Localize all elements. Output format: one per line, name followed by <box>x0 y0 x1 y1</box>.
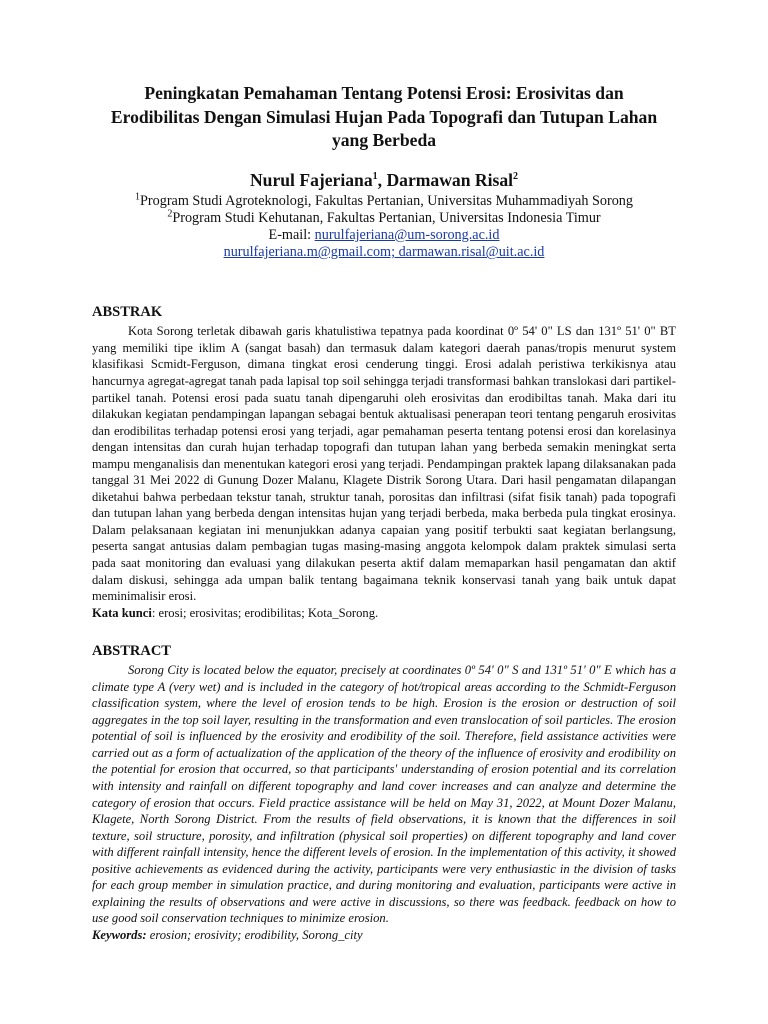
author-name: Darmawan Risal <box>386 169 514 190</box>
keywords-label: Keywords: <box>92 927 147 942</box>
paper-page <box>92 82 676 943</box>
keywords-label: Kata kunci <box>92 605 152 620</box>
abstrak-body: Kota Sorong terletak dibawah garis khatulistiwa tepatnya pada koordinat 0º 54' 0" LS dan 131º 51' 0" BT yang memiliki tipe iklim A (sangat basah) dan termasuk dalam kategori daerah panas/tropis menurut system klasifikasi Scmidt-Ferguson, dimana tingkat erosi cenderung tinggi. Erosi adalah peristiwa terkikisnya atau hancurnya agregat-agregat tanah pada lapisal top soil sehingga terjadi transformasi bahkan translokasi dari partikel-partikel tanah. Potensi erosi pada suatu tanah dipengaruhi oleh erosivitas dan erodibiltas tanah. Maka dari itu dilakukan kegiatan pendampingan lapangan sebagai bentuk aktualisasi penerapan teori tentang pengaruh erosivitas dan erodibilitas terhadap potensi erosi yang terjadi, agar pemahaman peserta tentang potensi erosi dan korelasinya dengan intensitas dan curah hujan terhadap topografi dan tutupan lahan yang berbeda semakin meningkat serta mampu menganalisis dan menentukan kategori erosi yang terjadi. Pendampingan praktek lapang dilaksanakan pada tanggal 31 Mei 2022 di Gunung Dozer Malanu, Klagete Distrik Sorong Utara. Dari hasil pengamatan dilapangan diketahui bahwa perbedaan tekstur tanah, struktur tanah, porositas dan infiltrasi (sifat fisik tanah) pada topografi dan tutupan lahan yang berbeda dengan intensitas hujan yang terjadi berbeda, maka berbeda pula tingkat erosinya. Dalam pelaksanaan kegiatan ini menunjukkan adanya capaian yang positif terbukti saat kegiatan berlangsung, peserta sangat antusias dalam pembagian tugas masing-masing anggota kelompok dalam praktek simulasi serta pada saat monitoring dan evaluasi yang dilakukan peserta aktif dalam memaparkan hasil pengamatan dan aktif dalam diskusi, sehingga ada umpan balik tentang bagaimana teknik konservasi tanah yang baik untuk dapat meminimalisir erosi. <box>92 324 676 604</box>
affiliation-marker: 2 <box>167 207 173 219</box>
keywords-value: : erosi; erosivitas; erodibilitas; Kota_Sorong. <box>151 605 379 620</box>
affiliation-line <box>92 190 676 210</box>
affiliation-line <box>92 207 676 227</box>
email-line-2 <box>92 244 676 261</box>
affiliation-block <box>92 190 676 262</box>
author-affiliation-marker: 1 <box>372 170 378 182</box>
abstrak-heading: ABSTRAK <box>92 304 163 321</box>
email-link[interactable]: nurulfajeriana@um-sorong.ac.id <box>314 226 500 243</box>
abstrak-keywords <box>92 605 676 622</box>
email-label: E-mail: <box>268 226 315 243</box>
paper-title: Peningkatan Pemahaman Tentang Potensi Erosi: Erosivitas dan Erodibilitas Dengan Simulasi Hujan Pada Topografi dan Tutupan Lahan yang Berbeda <box>110 83 658 150</box>
email-line <box>92 227 676 244</box>
author-name: Nurul Fajeriana <box>249 169 373 190</box>
abstract-body: Sorong City is located below the equator, precisely at coordinates 0º 54' 0" S and 131º 51' 0" E which has a climate type A (very wet) and is included in the category of hot/tropical areas according to the Schmidt-Ferguson classification system, where the level of erosion tends to be high. Erosion is the erosion or destruction of soil aggregates in the top soil layer, resulting in the transformation and even translocation of soil particles. The erosion potential of soil is influenced by the erosivity and erodibility of the soil. Therefore, field assistance activities were carried out as a form of actualization of the application of the theory of the influence of erosivity and erodibility on the potential for erosion that occurred, so that participants' understanding of erosion potential and its correlation with intensity and rainfall on different topography and land cover increases and can analyze and determine the category of erosion that occurs. Field practice assistance will be held on May 31, 2022, at Mount Dozer Malanu, Klagete, North Sorong District. From the results of field observations, it is known that the differences in soil texture, soil structure, porosity, and infiltration (physical soil properties) on different topography and land cover with different rainfall intensity, hence the different levels of erosion. In the implementation of this activity, it showed positive achievements as evidenced during the activity, participants were very enthusiastic in the division of tasks for each group member in simulation practice, and during monitoring and evaluation, participants were active in explaining the results of observations and were active in discussions, so there was feedback. feedback on how to use good soil conservation techniques to minimize erosion. <box>92 663 676 926</box>
affiliation-text: Program Studi Kehutanan, Fakultas Pertanian, Universitas Indonesia Timur <box>172 209 601 226</box>
abstract-heading: ABSTRACT <box>92 643 171 660</box>
email-link[interactable]: nurulfajeriana.m@gmail.com; darmawan.risal@uit.ac.id <box>223 244 545 261</box>
author-affiliation-marker: 2 <box>513 170 519 182</box>
affiliation-text: Program Studi Agroteknologi, Fakultas Pertanian, Universitas Muhammadiyah Sorong <box>140 192 633 209</box>
affiliation-marker: 1 <box>135 190 141 202</box>
abstract-keywords <box>92 927 676 944</box>
author-separator: , <box>377 169 387 190</box>
author-list <box>92 169 676 191</box>
keywords-value: erosion; erosivity; erodibility, Sorong_city <box>146 927 363 942</box>
